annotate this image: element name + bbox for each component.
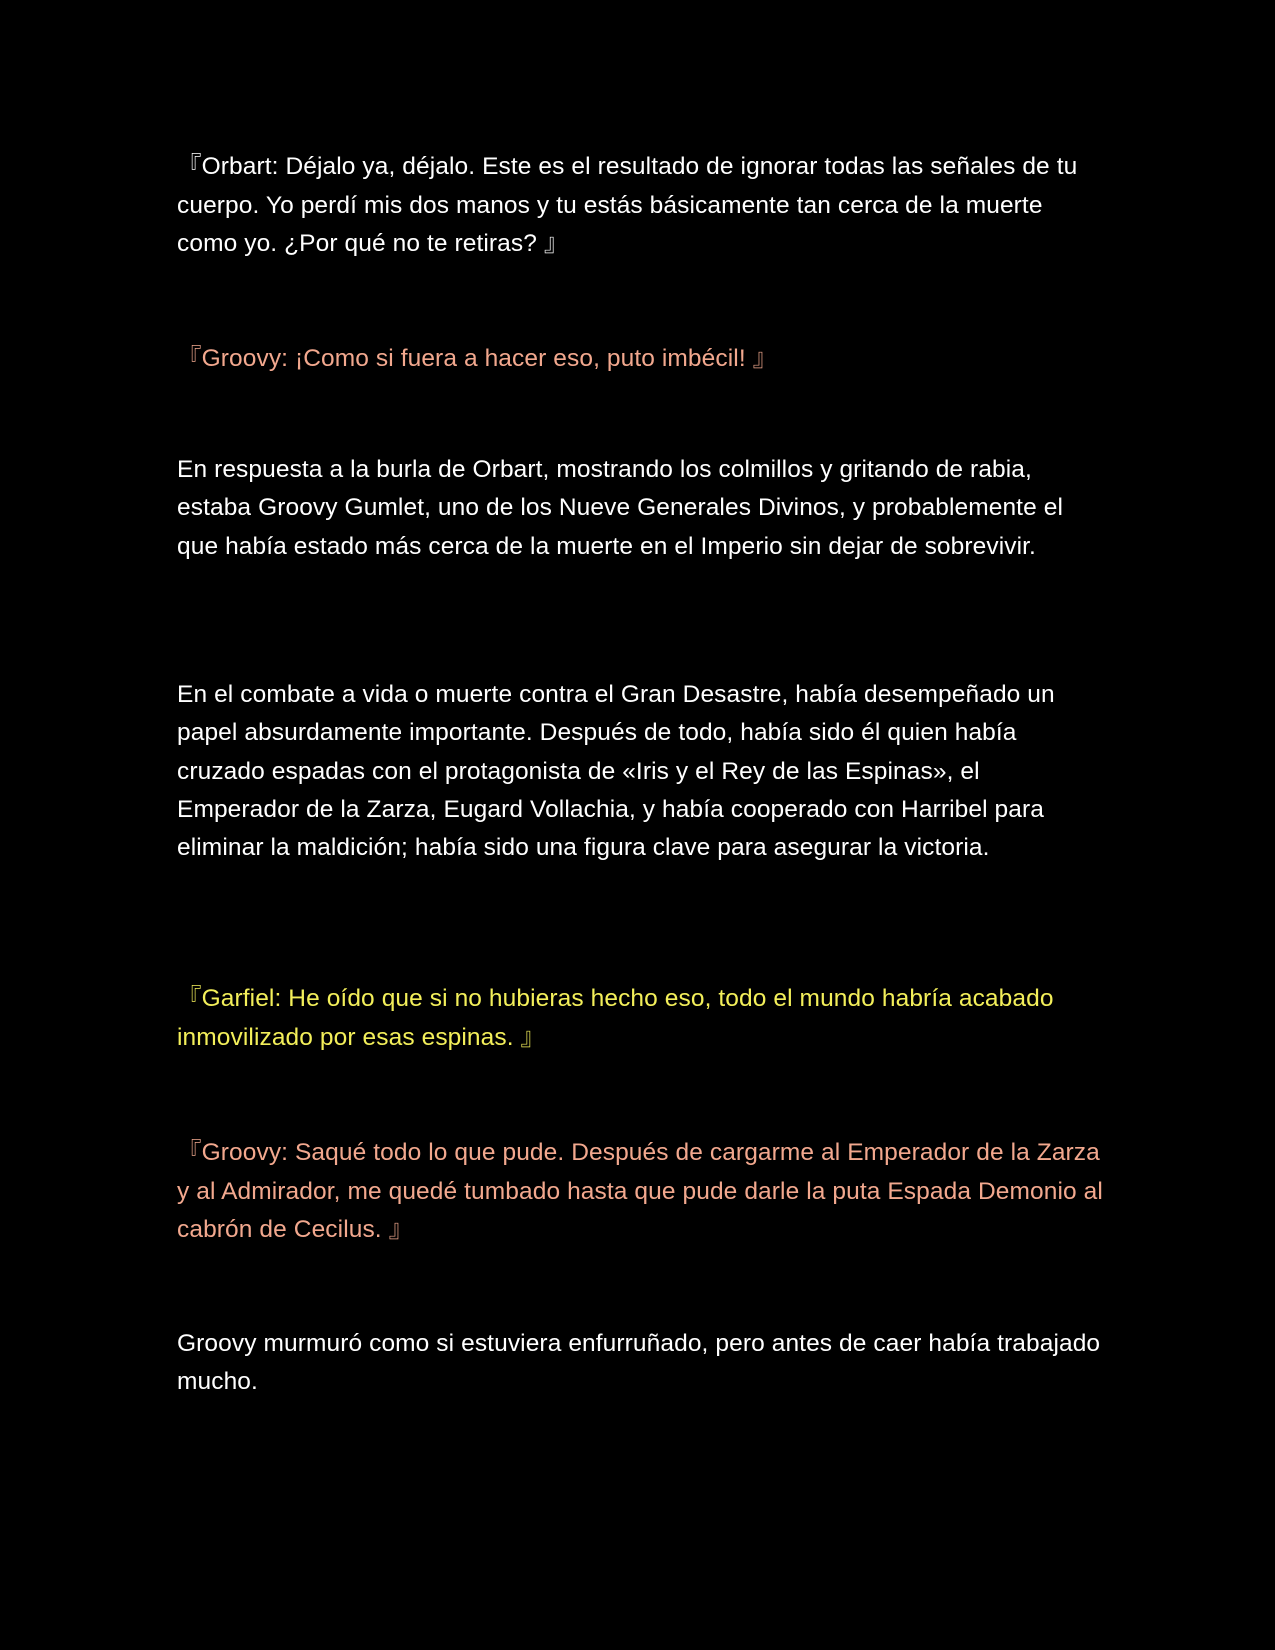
dialogue-groovy: 『Groovy: Saqué todo lo que pude. Después de cargarme al Emperador de la Zarza y al Admirador, me quedé tumbado hasta que pude darle la puta Espada Demonio al cabrón de Cecilus. 』 — [177, 1139, 1103, 1243]
narration-paragraph: Groovy murmuró como si estuviera enfurruñado, pero antes de caer había trabajado mucho. — [177, 1330, 1101, 1396]
dialogue-garfiel: 『Garfiel: He oído que si no hubieras hecho eso, todo el mundo habría acabado inmovilizado por esas espinas. 』 — [177, 985, 1054, 1051]
dialogue-orbart: 『Orbart: Déjalo ya, déjalo. Este es el resultado de ignorar todas las señales de tu cuerpo. Yo perdí mis dos manos y tu estás básicamente tan cerca de la muerte como yo. ¿Por qué no te retiras? 』 — [177, 153, 1078, 257]
dialogue-groovy: 『Groovy: ¡Como si fuera a hacer eso, puto imbécil! 』 — [177, 345, 778, 372]
narration-paragraph: En el combate a vida o muerte contra el Gran Desastre, había desempeñado un papel absurdamente importante. Después de todo, había sido él quien había cruzado espadas con el protagonista de «Iris y el Rey de las Espinas», el Emperador de la Zarza, Eugard Vollachia, y había cooperado con Harribel para eliminar la maldición; había sido una figura clave para asegurar la victoria. — [177, 681, 1055, 862]
narration-paragraph: En respuesta a la burla de Orbart, mostrando los colmillos y gritando de rabia, estaba Groovy Gumlet, uno de los Nueve Generales Divinos, y probablemente el que había estado más cerca de la muerte en el Imperio sin dejar de sobrevivir. — [177, 456, 1063, 560]
